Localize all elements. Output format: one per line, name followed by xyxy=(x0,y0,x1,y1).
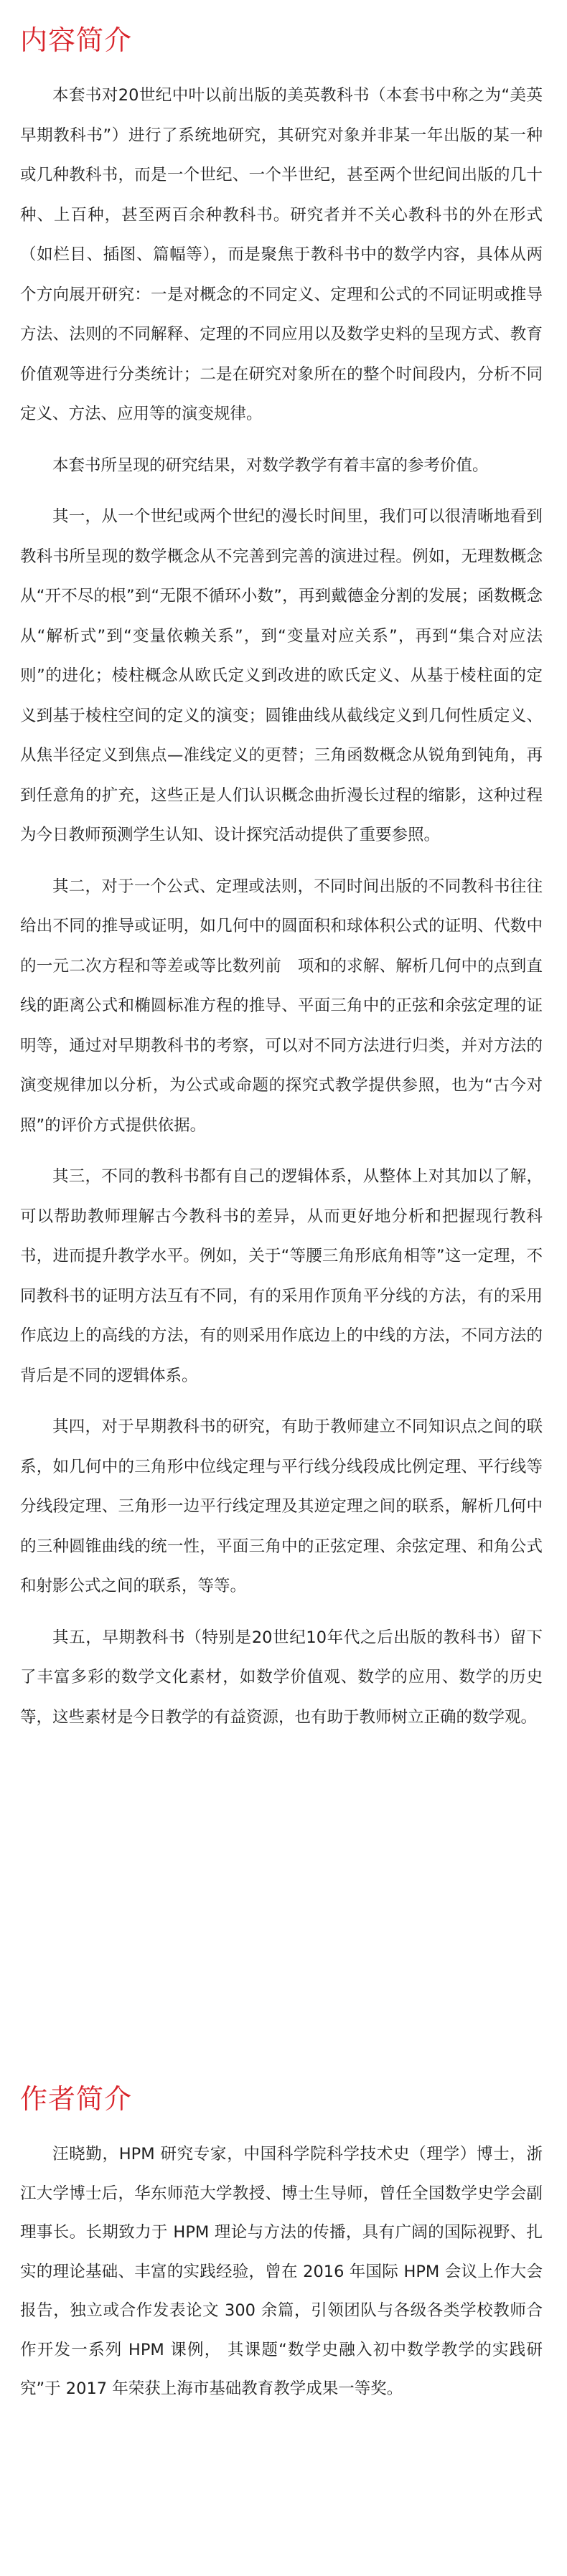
summary-paragraph: 本套书所呈现的研究结果，对数学教学有着丰富的参考价值。 xyxy=(52,456,489,475)
summary-paragraph: 本套书对20世纪中叶以前出版的美英教科书（本套书中称之为“美英早期教科书”）进行了系统地研究，其研究对象并非某一年出版的某一种或几种教科书，而是一个世纪、一个半世纪，甚至两个世纪间出版的几十种、上百种，甚至两百余种教科书。研究者并不关心教科书的外在形式（如栏目、插图、篇幅等），而是聚焦于教科书中的数学内容，具体从两个方向展开研究：一是对概念的不同定义、定理和公式的不同证明或推导方法、法则的不同解释、定理的不同应用以及数学史料的呈现方式、教育价值观等进行分类统计；二是在研究对象所在的整个时间段内，分析不同定义、方法、应用等的演变规律。 xyxy=(20,86,543,423)
summary-paragraph: 其二，对于一个公式、定理或法则，不同时间出版的不同教科书往往给出不同的推导或证明，如几何中的圆面积和球体积公式的证明、代数中的一元二次方程和等差或等比数列前 项和的求解、解析几何中的点到直线的距离公式和椭圆标准方程的推导、平面三角中的正弦和余弦定理的证明等，通过对早期教科书的考察，可以对不同方法进行归类，并对方法的演变规律加以分析，为公式或命题的探究式教学提供参照，也为“古今对照”的评价方式提供依据。 xyxy=(20,877,543,1135)
author-bio-section xyxy=(20,2079,543,2409)
content-summary-section xyxy=(20,20,543,2079)
summary-paragraph: 其四，对于早期教科书的研究，有助于教师建立不同知识点之间的联系，如几何中的三角形中位线定理与平行线分线段成比例定理、平行线等分线段定理、三角形一边平行线定理及其逆定理之间的联系，解析几何中的三种圆锥曲线的统一性，平面三角中的正弦定理、余弦定理、和角公式和射影公式之间的联系，等等。 xyxy=(20,1417,543,1595)
summary-paragraph: 其五，早期教科书（特别是20世纪10年代之后出版的教科书）留下了丰富多彩的数学文化素材，如数学价值观、数学的应用、数学的历史等，这些素材是今日教学的有益资源，也有助于教师树立正确的数学观。 xyxy=(20,1628,543,1727)
summary-paragraph: 其一，从一个世纪或两个世纪的漫长时间里，我们可以很清晰地看到教科书所呈现的数学概念从不完善到完善的演进过程。例如，无理数概念从“开不尽的根”到“无限不循环小数”，再到戴德金分割的发展；函数概念从“解析式”到“变量依赖关系”，到“变量对应关系”，再到“集合对应法则”的进化；棱柱概念从欧氏定义到改进的欧氏定义、从基于棱柱面的定义到基于棱柱空间的定义的演变；圆锥曲线从截线定义到几何性质定义、从焦半径定义到焦点—准线定义的更替；三角函数概念从锐角到钝角，再到任意角的扩充，这些正是人们认识概念曲折漫长过程的缩影，这种过程为今日教师预测学生认知、设计探究活动提供了重要参照。 xyxy=(20,507,543,844)
author-bio-paragraph: 汪晓勤，HPM 研究专家，中国科学院科学技术史（理学）博士，浙江大学博士后，华东师范大学教授、博士生导师，曾任全国数学史学会副理事长。长期致力于 HPM 理论与方法的传播，具有广阔的国际视野、扎实的理论基础、丰富的实践经验，曾在 2016 年国际 HPM 会议上作大会报告，独立或合作发表论文 300 余篇，引领团队与各级各类学校教师合作开发一系列 HPM 课例， 其课题“数学史融入初中数学教学的实践研究”于 2017 年荣获上海市基础教育教学成果一等奖。 xyxy=(20,2145,543,2398)
summary-paragraph: 其三，不同的教科书都有自己的逻辑体系，从整体上对其加以了解，可以帮助教师理解古今教科书的差异，从而更好地分析和把握现行教科书，进而提升教学水平。例如，关于“等腰三角形底角相等”这一定理，不同教科书的证明方法互有不同，有的采用作顶角平分线的方法，有的采用作底边上的高线的方法，有的则采用作底边上的中线的方法，不同方法的背后是不同的逻辑体系。 xyxy=(20,1167,543,1385)
author-bio-title: 作者简介 xyxy=(20,2083,133,2115)
content-summary-title: 内容简介 xyxy=(20,24,133,56)
